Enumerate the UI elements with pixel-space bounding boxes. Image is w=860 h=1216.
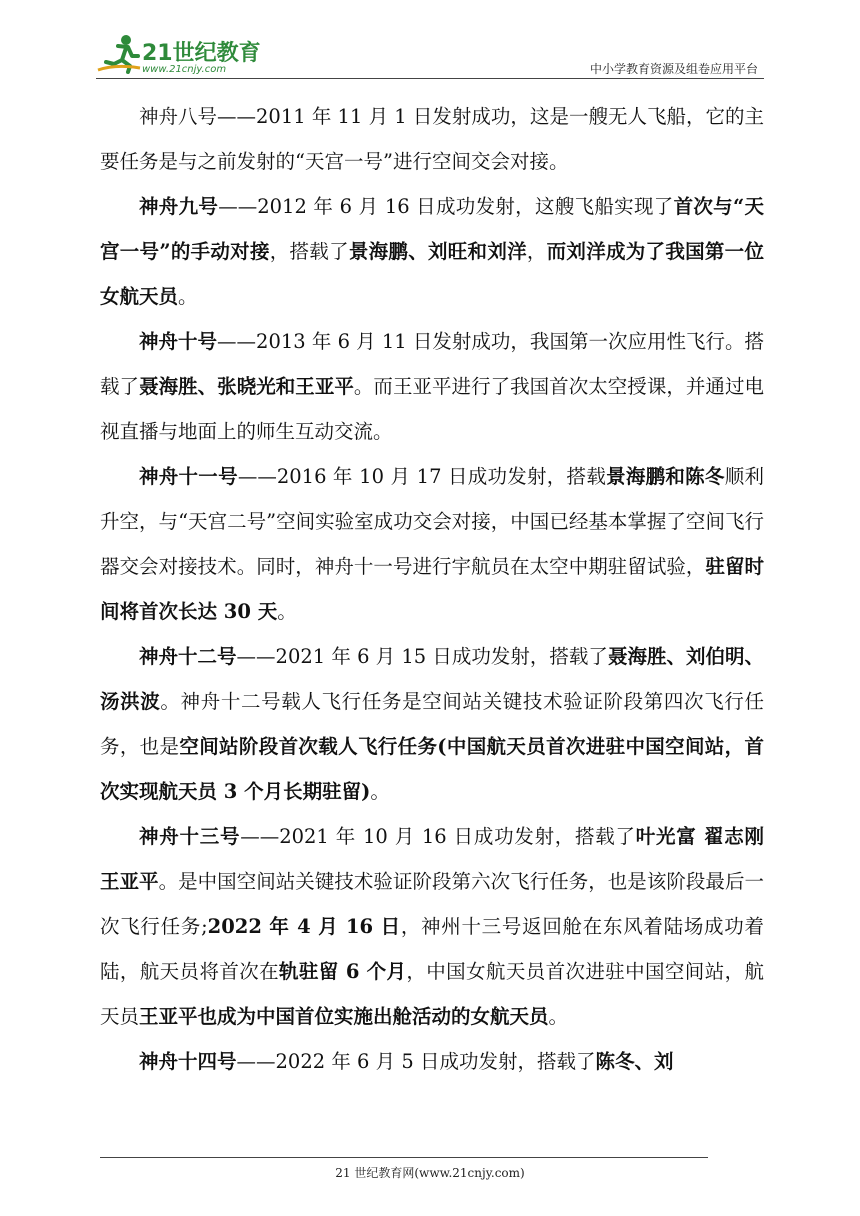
bold-text: 叶光富 翟志刚 王亚平 — [100, 825, 764, 893]
bold-text: 陈冬、刘 — [595, 1050, 674, 1073]
paragraph — [100, 814, 764, 1039]
bold-text: 神舟十号 — [139, 330, 218, 353]
text-run: 。 — [548, 1005, 569, 1028]
site-logo — [96, 34, 266, 78]
text-run: 顺利升空，与“天宫二号”空间实验室成功交会对接，中国已经基本掌握了空间飞行器交会对接技术。同时，神舟十一号进行宇航员在太空中期驻留试验， — [100, 465, 764, 578]
bold-text: 神舟十二号 — [139, 645, 237, 668]
text-run: 神舟八号——2011 年 11 月 1 日发射成功，这是一艘无人飞船，它的主要任务是与之前发射的“天宫一号”进行空间交会对接。 — [100, 105, 764, 173]
text-run: 。神舟十二号载人飞行任务是空间站关键技术验证阶段第四次飞行任务，也是 — [100, 690, 764, 758]
article-body — [100, 94, 764, 1084]
text-run: ——2016 年 10 月 17 日成功发射，搭载 — [237, 465, 607, 488]
text-run: ——2022 年 6 月 5 日成功发射，搭载了 — [236, 1050, 596, 1073]
header-divider — [96, 78, 764, 79]
paragraph — [100, 1039, 764, 1084]
text-run: ， — [526, 240, 547, 263]
bold-text: 驻留时间将首次长达 30 天 — [100, 555, 764, 623]
text-run: ，中国女航天员首次进驻中国空间站，航天员 — [100, 960, 764, 1028]
bold-text: 王亚平也成为中国首位实施出舱活动的女航天员 — [139, 1005, 549, 1028]
footer-divider — [100, 1157, 708, 1158]
text-run: ，神州十三号返回舱在东风着陆场成功着陆，航天员将首次在 — [100, 915, 764, 983]
bold-text: 神舟十一号 — [139, 465, 238, 488]
paragraph — [100, 184, 764, 319]
logo-url: www.21cnjy.com — [142, 64, 227, 75]
footer-text: 21 世纪教育网(www.21cnjy.com) — [335, 1166, 525, 1180]
text-run: 。是中国空间站关键技术验证阶段第六次飞行任务，也是该阶段最后一次飞行任务; — [100, 870, 764, 938]
text-run: 。 — [370, 780, 390, 803]
logo-text: 21世纪教育 — [142, 41, 261, 66]
bold-text: 聂海胜、刘伯明、汤洪波 — [100, 645, 764, 713]
bold-text: 而刘洋成为了我国第一位女航天员 — [100, 240, 764, 308]
text-run: ——2021 年 6 月 15 日成功发射，搭载了 — [236, 645, 608, 668]
paragraph — [100, 454, 764, 634]
text-run: ，搭载了 — [269, 240, 349, 263]
paragraph — [100, 634, 764, 814]
paragraph — [100, 319, 764, 454]
bold-text: 景海鹏和陈冬 — [606, 465, 725, 488]
bold-text: 神舟九号 — [139, 195, 219, 218]
bold-text: 轨驻留 6 个月 — [279, 960, 407, 983]
page-header — [96, 30, 764, 78]
bold-text: 空间站阶段首次载人飞行任务(中国航天员首次进驻中国空间站，首次实现航天员 3 个月长期驻留) — [100, 735, 764, 803]
text-run: ——2012 年 6 月 16 日成功发射，这艘飞船实现了 — [218, 195, 674, 218]
bold-text: 聂海胜、张晓光和王亚平 — [139, 375, 354, 398]
text-run: ——2013 年 6 月 11 日发射成功，我国第一次应用性飞行。搭载了 — [100, 330, 764, 398]
text-run: 。 — [178, 285, 198, 308]
bold-text: 神舟十三号 — [139, 825, 241, 848]
bold-text: 首次与“天宫一号”的手动对接 — [100, 195, 764, 263]
text-run: 。 — [277, 600, 297, 623]
bold-text: 2022 年 4 月 16 日 — [207, 915, 401, 938]
header-tagline: 中小学教育资源及组卷应用平台 — [589, 62, 758, 76]
text-run: 。而王亚平进行了我国首次太空授课，并通过电视直播与地面上的师生互动交流。 — [100, 375, 764, 443]
text-run: ——2021 年 10 月 16 日成功发射，搭载了 — [240, 825, 636, 848]
bold-text: 景海鹏、刘旺和刘洋 — [348, 240, 527, 263]
bold-text: 神舟十四号 — [139, 1050, 237, 1073]
paragraph — [100, 94, 764, 184]
runner-logo-icon — [96, 34, 142, 74]
